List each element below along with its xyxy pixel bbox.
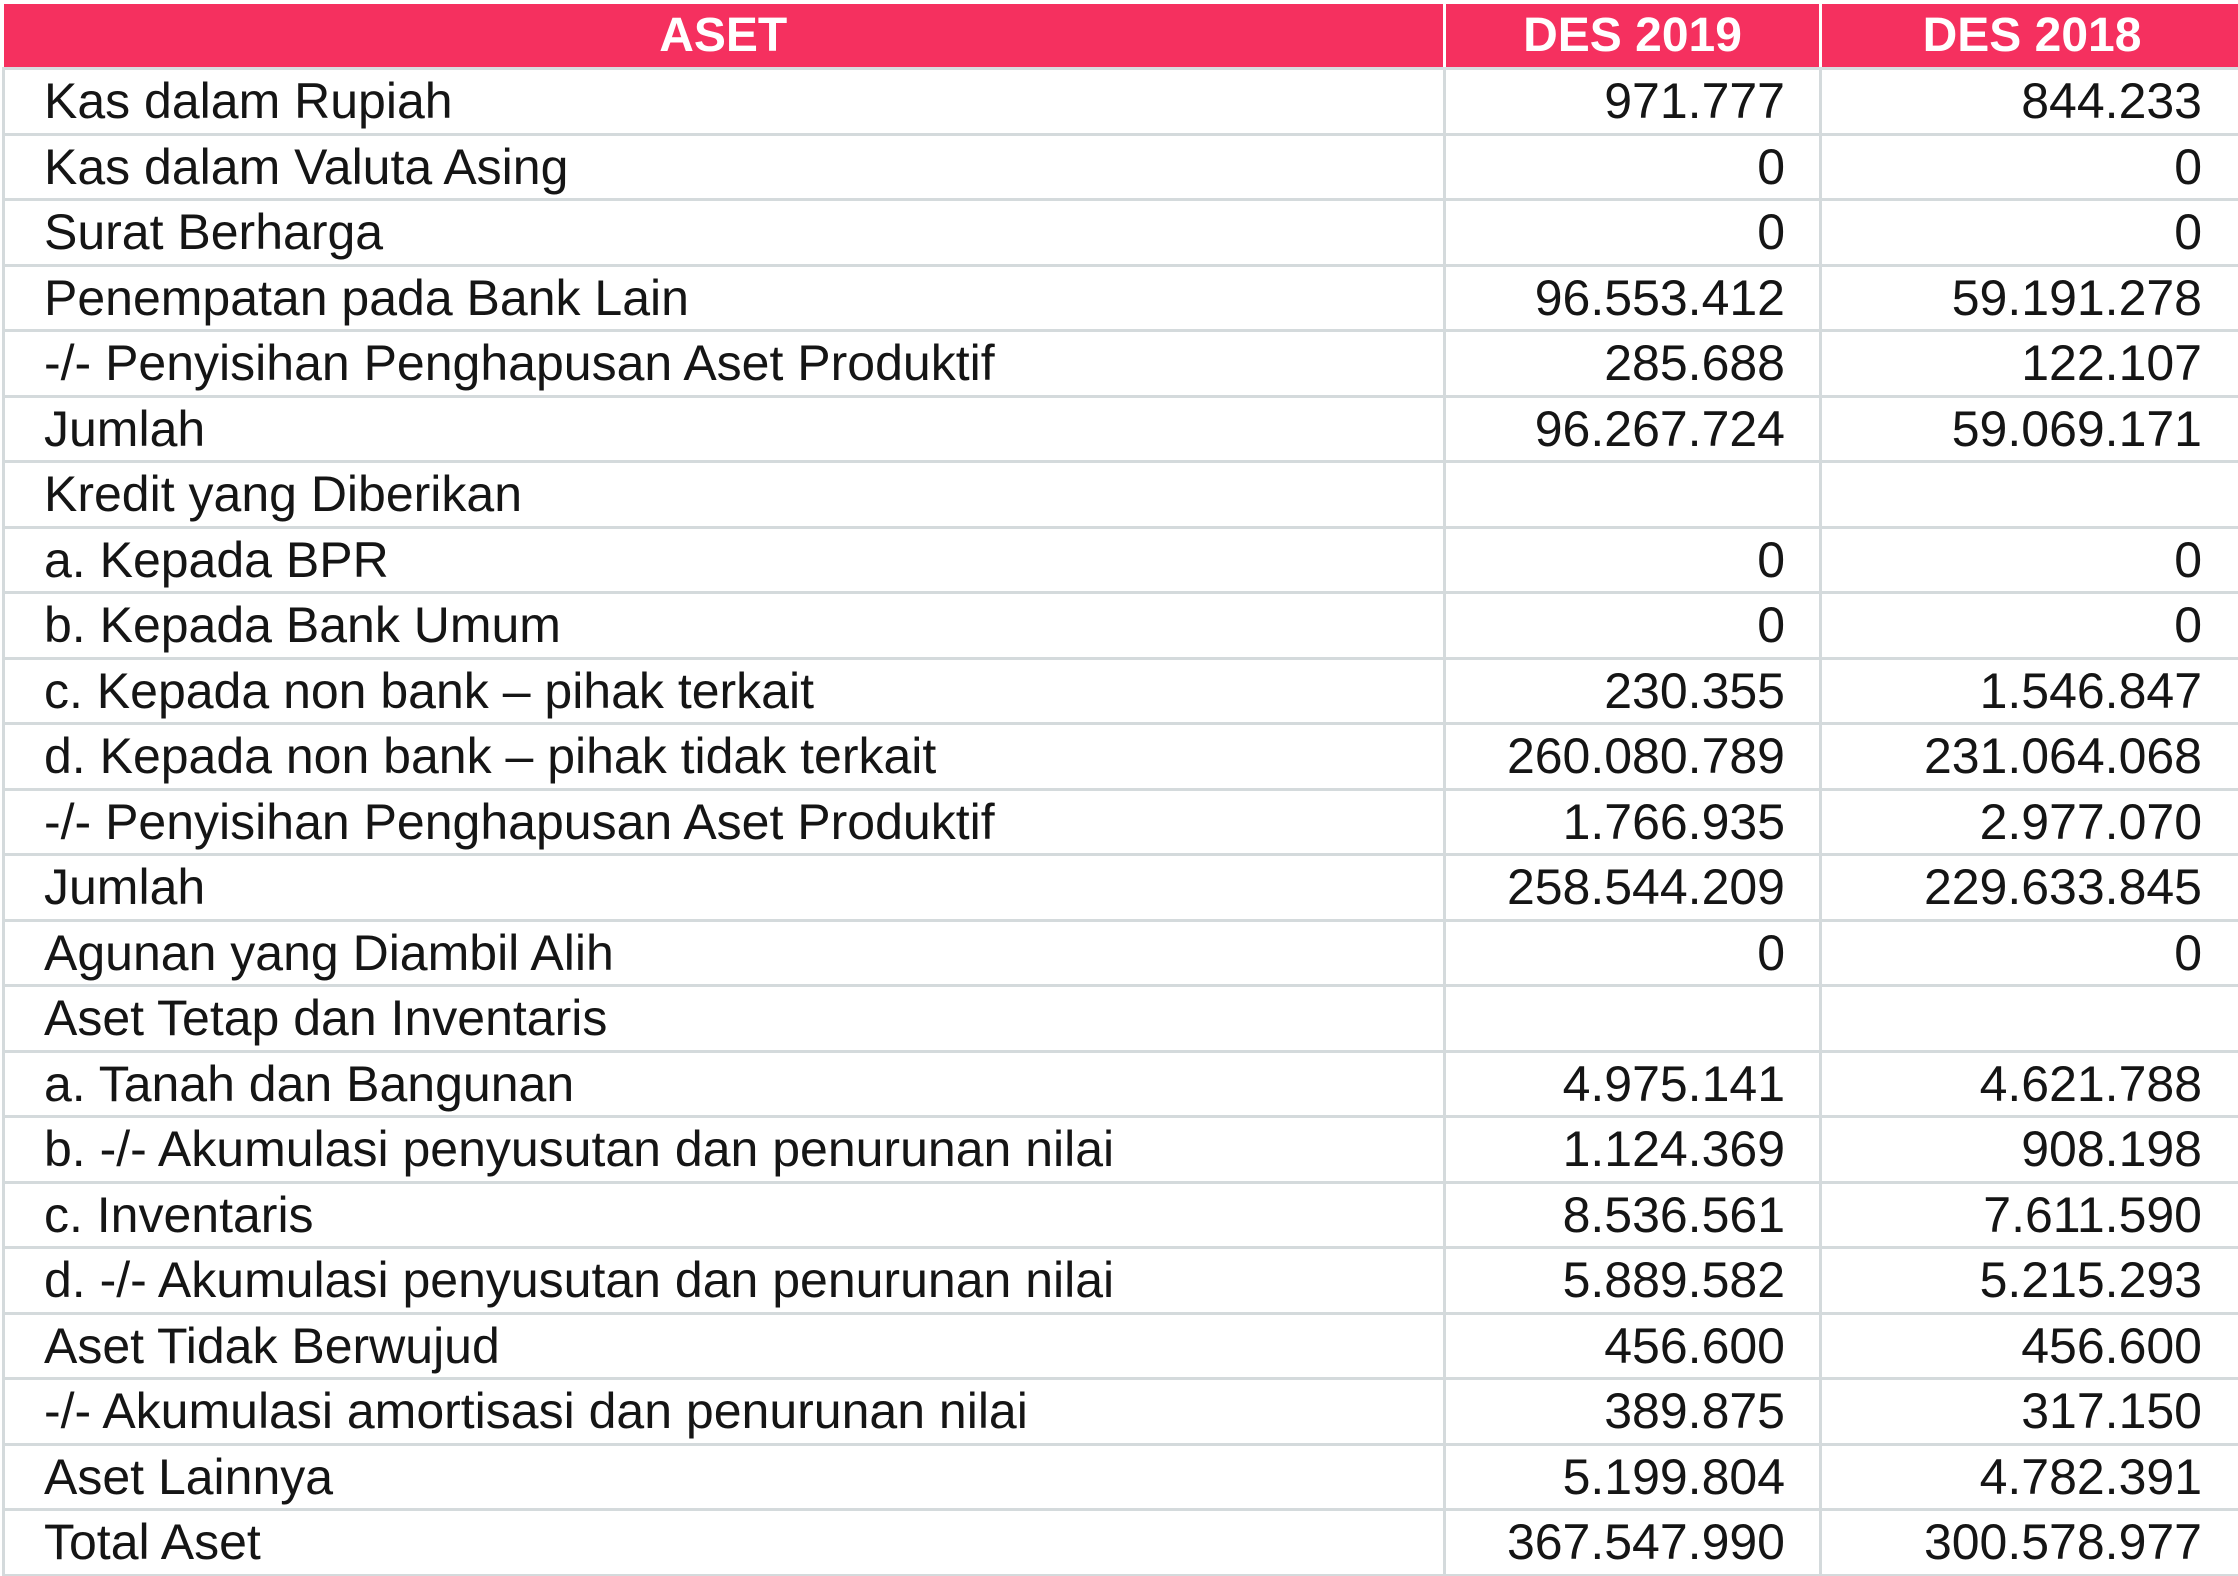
value-des-2018: 122.107 (1821, 331, 2238, 397)
row-label: Penempatan pada Bank Lain (4, 265, 1445, 331)
table-row (4, 1510, 2238, 1576)
value-des-2018: 317.150 (1821, 1379, 2238, 1445)
table-row (4, 593, 2238, 659)
value-des-2019: 1.766.935 (1445, 789, 1821, 855)
value-des-2018: 0 (1821, 200, 2238, 266)
table-row (4, 1182, 2238, 1248)
table-row (4, 462, 2238, 528)
value-des-2019: 285.688 (1445, 331, 1821, 397)
table-row (4, 331, 2238, 397)
asset-table (2, 4, 2238, 1576)
value-des-2018 (1821, 986, 2238, 1052)
row-label: Agunan yang Diambil Alih (4, 920, 1445, 986)
table-row (4, 1379, 2238, 1445)
table-row (4, 855, 2238, 921)
row-label: Kas dalam Valuta Asing (4, 134, 1445, 200)
row-label: a. Tanah dan Bangunan (4, 1051, 1445, 1117)
table-row (4, 265, 2238, 331)
value-des-2018: 456.600 (1821, 1313, 2238, 1379)
table-row (4, 1051, 2238, 1117)
value-des-2019: 230.355 (1445, 658, 1821, 724)
value-des-2019: 5.199.804 (1445, 1444, 1821, 1510)
table-header-row (4, 4, 2238, 69)
value-des-2018: 2.977.070 (1821, 789, 2238, 855)
value-des-2018: 908.198 (1821, 1117, 2238, 1183)
value-des-2019: 4.975.141 (1445, 1051, 1821, 1117)
value-des-2019: 8.536.561 (1445, 1182, 1821, 1248)
value-des-2019: 389.875 (1445, 1379, 1821, 1445)
table-row (4, 1444, 2238, 1510)
row-label: d. Kepada non bank – pihak tidak terkait (4, 724, 1445, 790)
table-row (4, 396, 2238, 462)
table-row (4, 134, 2238, 200)
row-label: Total Aset (4, 1510, 1445, 1576)
value-des-2018: 1.546.847 (1821, 658, 2238, 724)
table-row (4, 1117, 2238, 1183)
table-row (4, 200, 2238, 266)
row-label: Kredit yang Diberikan (4, 462, 1445, 528)
row-label: c. Inventaris (4, 1182, 1445, 1248)
table-row (4, 1248, 2238, 1314)
row-label: Surat Berharga (4, 200, 1445, 266)
value-des-2018: 229.633.845 (1821, 855, 2238, 921)
value-des-2019: 258.544.209 (1445, 855, 1821, 921)
value-des-2018: 4.782.391 (1821, 1444, 2238, 1510)
table-row (4, 920, 2238, 986)
value-des-2018: 7.611.590 (1821, 1182, 2238, 1248)
value-des-2019: 456.600 (1445, 1313, 1821, 1379)
row-label: d. -/- Akumulasi penyusutan dan penurunan nilai (4, 1248, 1445, 1314)
value-des-2019 (1445, 462, 1821, 528)
value-des-2019: 0 (1445, 920, 1821, 986)
table-row (4, 658, 2238, 724)
value-des-2019: 5.889.582 (1445, 1248, 1821, 1314)
value-des-2019: 0 (1445, 527, 1821, 593)
row-label: c. Kepada non bank – pihak terkait (4, 658, 1445, 724)
row-label: Jumlah (4, 396, 1445, 462)
table-row (4, 724, 2238, 790)
row-label: Jumlah (4, 855, 1445, 921)
row-label: Aset Tidak Berwujud (4, 1313, 1445, 1379)
table-row (4, 1313, 2238, 1379)
value-des-2019: 0 (1445, 134, 1821, 200)
value-des-2018: 231.064.068 (1821, 724, 2238, 790)
table-row (4, 69, 2238, 135)
row-label: b. -/- Akumulasi penyusutan dan penurunan nilai (4, 1117, 1445, 1183)
table-body (4, 69, 2238, 1576)
value-des-2019: 971.777 (1445, 69, 1821, 135)
row-label: Aset Tetap dan Inventaris (4, 986, 1445, 1052)
value-des-2018: 59.069.171 (1821, 396, 2238, 462)
header-des-2019: DES 2019 (1445, 4, 1821, 69)
value-des-2018: 0 (1821, 593, 2238, 659)
value-des-2018: 844.233 (1821, 69, 2238, 135)
header-des-2018: DES 2018 (1821, 4, 2238, 69)
value-des-2018: 5.215.293 (1821, 1248, 2238, 1314)
value-des-2018: 4.621.788 (1821, 1051, 2238, 1117)
row-label: b. Kepada Bank Umum (4, 593, 1445, 659)
value-des-2019: 96.267.724 (1445, 396, 1821, 462)
value-des-2019 (1445, 986, 1821, 1052)
value-des-2018 (1821, 462, 2238, 528)
value-des-2018: 300.578.977 (1821, 1510, 2238, 1576)
value-des-2019: 0 (1445, 200, 1821, 266)
value-des-2019: 0 (1445, 593, 1821, 659)
value-des-2019: 96.553.412 (1445, 265, 1821, 331)
row-label: -/- Penyisihan Penghapusan Aset Produktif (4, 331, 1445, 397)
value-des-2018: 0 (1821, 134, 2238, 200)
value-des-2019: 260.080.789 (1445, 724, 1821, 790)
row-label: a. Kepada BPR (4, 527, 1445, 593)
value-des-2018: 0 (1821, 527, 2238, 593)
value-des-2018: 0 (1821, 920, 2238, 986)
value-des-2019: 367.547.990 (1445, 1510, 1821, 1576)
value-des-2018: 59.191.278 (1821, 265, 2238, 331)
table-row (4, 789, 2238, 855)
header-aset: ASET (4, 4, 1445, 69)
value-des-2019: 1.124.369 (1445, 1117, 1821, 1183)
table-row (4, 527, 2238, 593)
row-label: -/- Akumulasi amortisasi dan penurunan nilai (4, 1379, 1445, 1445)
row-label: -/- Penyisihan Penghapusan Aset Produktif (4, 789, 1445, 855)
row-label: Aset Lainnya (4, 1444, 1445, 1510)
table-row (4, 986, 2238, 1052)
row-label: Kas dalam Rupiah (4, 69, 1445, 135)
